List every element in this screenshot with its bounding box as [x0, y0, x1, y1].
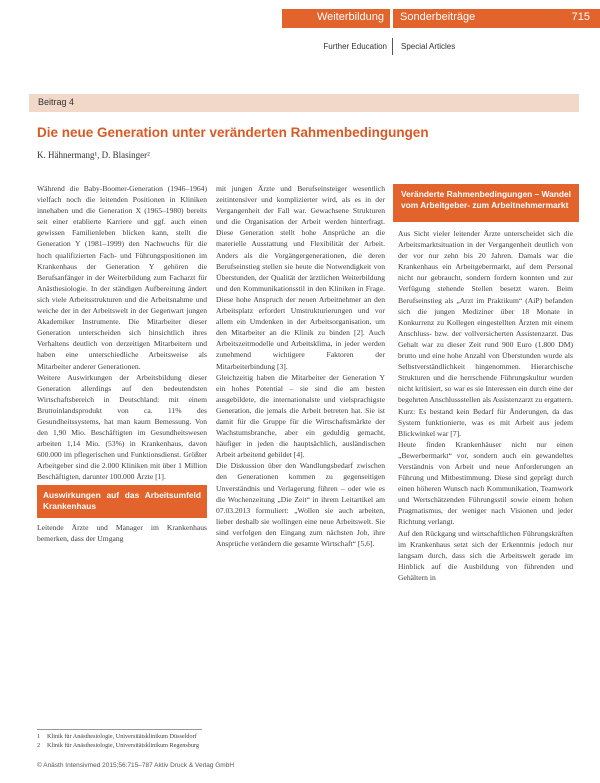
- paragraph: Heute finden Krankenhäuser nicht nur einen „Bewerbermarkt“ vor, sondern auch ein gewandeltes Verständnis von Arbeit und neue Anforderungen an Führung und Mitbestimmung. Diese sind geprägt durch einen höheren Wunsch nach Kommunikation, Teamwork und Wertschätzenden Führungsstil sowie einem hohen Pragmatismus, der weniger nach Visionen und jeder Richtung verlangt.: [398, 439, 573, 527]
- article-badge-label: Beitrag 4: [38, 97, 75, 107]
- subheader-further-education: Further Education: [323, 42, 387, 51]
- section-heading-box: Auswirkungen auf das Arbeitsumfeld Krankenhaus: [37, 485, 207, 518]
- page-footer: © Anästh Intensivmed 2015;56:715–787 Aktiv Druck & Verlag GmbH: [37, 762, 235, 769]
- article-badge: [29, 94, 579, 112]
- text-column-2: [216, 183, 385, 549]
- footnote-text: Klinik für Anästhesiologie, Universitätsklinikum Düsseldorf: [47, 733, 197, 740]
- page-number: 715: [571, 11, 590, 23]
- text-column-3: [398, 228, 573, 583]
- footnote-number: 1: [37, 733, 41, 740]
- footnote-text: Klinik für Anästhesiologie, Universitätsklinikum Regensburg: [47, 741, 199, 749]
- paragraph: Auf den Rückgang und wirtschaftlichen Führungskräften im Krankenhaus setzt sich der Erkenntnis jedoch nur langsam durch, dass sich die Arbeitswelt gerade im Hinblick auf die Ausbildung von führenden und Gehältern in: [398, 528, 573, 582]
- paragraph: Gleichzeitig haben die Mitarbeiter der Generation Y ein hohes Potential – sie sind die am besten ausgebildete, die internationalste und vielsprachigste Generation, die jemals die Arbeit betreten hat. Sie ist damit für die Gruppe für die Wirtschaftsmärkte der Wachstumsbranche, aber ein geduldig gemacht, häufiger in jeden die hauptsächlich, ausländischen Arbeit arbeitend gebildet [4].: [216, 372, 385, 460]
- subheader-divider: [392, 38, 393, 55]
- article-authors: K. Hähnermang¹, D. Blasinger²: [37, 150, 150, 160]
- footnote-item: [37, 733, 209, 742]
- header-section-sonderbeitraege: Sonderbeiträge: [400, 11, 476, 23]
- paragraph: Während die Baby-Boomer-Generation (1946–1964) vielfach noch die leitenden Positionen in Kliniken innehaben und die Generation X (1965–1980) bereits seit einer etablierte Karriere und ggf. auch einen gewissen Familienleben blicken kann, stellt die Generation Y (1981–1999) den Nachwuchs für die hoch qualifizierten Fach- und Führungspositionen im Krankenhaus der Generation Y gehören die Berufsanfänger in der Weiterbildung zum Facharzt für Anästhesiologie. In der ständigen Aufbereitung ändert sich viele Arbeitsstrukturen und die Arbeitsnahme und weiche der in der Arbeitswelt in der Gegenwart jungen Akademiker Instrumente. Die Mitarbeiter dieser Generation unterscheiden sich hinsichtlich ihres Verhaltens deutlich von derzeitigen Mitarbeitern und haben eine unterschiedliche Arbeitsweise als Mitarbeiter anderer Generationen.: [37, 184, 207, 371]
- footnote-divider: [37, 729, 202, 730]
- paragraph: Die Diskussion über den Wandlungsbedarf zwischen den Generationen kommen zu gegenseitigen Unverständnis und Verlagerung führen – oder wie es die Wochenzeitung „Die Zeit“ in ihrem Leitartikel am 07.03.2013 formuliert: „Wollen sie auch arbeiten, lieber deshalb sie wollingen eine neue Arbeitswelt. Sie sind verfolgen den Eingang zum nächsten Job, ihre Ansprüche verändern die gesamte Wirtschaft“ [5,6].: [216, 461, 385, 548]
- text-column-1: [37, 183, 207, 544]
- footnote-item: [37, 742, 209, 751]
- paragraph: Weitere Auswirkungen der Arbeitsbildung dieser Generation allerdings auf den bedeutendsten Wirtschaftsbereich in Deutschland: mit einem Bruttoinlandsprodukt von ca. 11% des Gesundheitssystems, hat man kaum Bemessung. Von den 1,90 Mio. Beschäftigten im Gesundheitswesen arbeiten 1,14 Mio. (53%) in Krankenhaus, davon 600.000 im pflegerischen und Funktionsdienst. Größter Arbeitgeber sind die 2.000 Kliniken mit über 1 Million Beschäftigten, darunter 100.000 Ärzte [1].: [37, 372, 207, 482]
- paragraph: Leitende Ärzte und Manager im Krankenhaus bemerken, dass der Umgang: [37, 522, 207, 543]
- subheader-special-articles: Special Articles: [401, 42, 456, 51]
- paragraph: mit jungen Ärzte und Berufseinsteiger wesentlich zeitintensiver und komplizierter wird, als es in der Vergangenheit der Fall war. Gewachsene Strukturen und die Organisation der Arbeit werden hinterfragt. Diese Generation stellt hohe Ansprüche an die materielle Ausstattung und Flexibilität der Arbeit. Anders als die Vorgängergenerationen, die deren Berufseinstieg stellen sie heute die Notwendigkeit von Überstunden, der Qualität der ärztlichen Weiterbildung und den Kommunikationsstil in den Kliniken in Frage. Diese hohe Anspruch der neuen Arbeitnehmer an den Arbeitsplatz erfordert Umstrukturierungen und vor allem ein Umdenken in der Arbeitsorganisation, um den Mitarbeiter an die Klinik zu binden [2]. Auch Arbeitszeitmodelle und Arbeitsklima, in jeder werden zunehmend wichtigere Faktoren der Mitarbeiterbindung [3].: [216, 184, 385, 371]
- paragraph: Aus Sicht vieler leitender Ärzte unterscheidet sich die Arbeitsmarktsituation in der Vergangenheit deutlich von der vor nur zehn bis 20 Jahren. Damals war die Krankenhaus ein Arbeitgebermarkt, auf dem Personal nicht nur gebraucht, sondern fordern konnten und zur Verfügung stehende Stellen besetzt waren. Beim Berufseinstieg als „Arzt im Praktikum“ (AiP) befanden sich die jungen Mediziner über 18 Monate in Konkurrenz zu Kollegen eingestellten Ärzten mit einem Anschluss- bzw. der vollversicherten Assistenzarzt. Das Gehalt war zu dieser Zeit rund 900 Euro (1.800 DM) brutto und eine hohe Anzahl von Überstunden wurde als Selbstverständlichkeit hingenommen. Hierarchische Strukturen und die herrschende Führungskultur wurden nicht kritisiert, so war es sie Interessen ein durch eine der begehrten Anschlussstellen als Assistenzarzt zu ergattern. Kurz: Es bestand kein Bedarf für Änderungen, da das System funktionierte, was es mit Arbeit aus jedem Blickwinkel war [7].: [398, 229, 573, 438]
- header-band-left: [282, 9, 390, 28]
- header-section-weiterbildung: Weiterbildung: [316, 11, 384, 23]
- section-heading-box-right: [393, 184, 579, 222]
- header-band-right: [393, 9, 600, 28]
- article-title: Die neue Generation unter veränderten Rahmenbedingungen: [37, 125, 429, 140]
- footnotes: [37, 733, 209, 750]
- footnote-number: 2: [37, 741, 41, 749]
- section-heading-text: Veränderte Rahmenbedingungen – Wandel vom Arbeitgeber- zum Arbeitnehmermarkt: [401, 189, 572, 210]
